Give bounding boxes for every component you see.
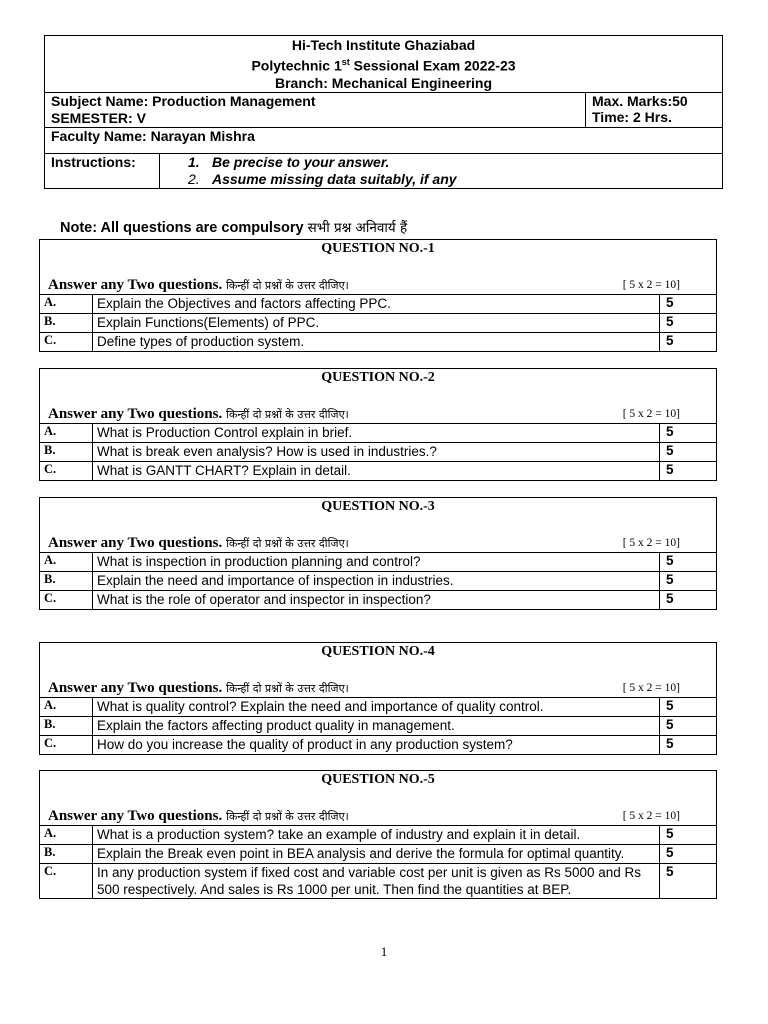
- item-mark: 5: [660, 553, 717, 572]
- max-marks: Max. Marks:50: [592, 92, 688, 109]
- item-mark: 5: [660, 717, 717, 736]
- item-mark: 5: [660, 864, 717, 899]
- question-box-5: [39, 770, 717, 899]
- item-text: Define types of production system.: [93, 333, 660, 352]
- instruction-item: 2. Assume missing data suitably, if any: [188, 170, 457, 187]
- item-text: Explain the need and importance of inspection in industries.: [93, 572, 660, 591]
- question-box-3: [39, 497, 717, 610]
- item-label: C.: [40, 462, 93, 481]
- item-mark: 5: [660, 333, 717, 352]
- answer-instruction: Answer any Two questions. किन्हीं दो प्रश्नों के उत्तर दीजिए। [ 5 x 2 = 10]: [40, 807, 717, 826]
- question-box-1: [39, 239, 717, 352]
- semester: SEMESTER: V: [51, 109, 146, 126]
- item-label: B.: [40, 717, 93, 736]
- answer-instruction: Answer any Two questions. किन्हीं दो प्रश्नों के उत्तर दीजिए। [ 5 x 2 = 10]: [40, 276, 717, 295]
- item-mark: 5: [660, 698, 717, 717]
- item-text: How do you increase the quality of product in any production system?: [93, 736, 660, 755]
- subject-cell: [45, 92, 586, 127]
- question-box-4: [39, 642, 717, 755]
- item-mark: 5: [660, 572, 717, 591]
- item-text: What is quality control? Explain the need and importance of quality control.: [93, 698, 660, 717]
- item-mark: 5: [660, 845, 717, 864]
- item-text: What is a production system? take an example of industry and explain it in detail.: [93, 826, 660, 845]
- question-title: QUESTION NO.-1: [40, 240, 717, 277]
- item-label: B.: [40, 845, 93, 864]
- marks-scheme: [ 5 x 2 = 10]: [622, 809, 680, 822]
- branch-name: Branch: Mechanical Engineering: [274, 74, 493, 91]
- item-text: What is GANTT CHART? Explain in detail.: [93, 462, 660, 481]
- instructions-list: [160, 153, 723, 188]
- item-mark: 5: [660, 462, 717, 481]
- item-mark: 5: [660, 314, 717, 333]
- marks-scheme: [ 5 x 2 = 10]: [622, 407, 680, 420]
- question-title: QUESTION NO.-4: [40, 643, 717, 680]
- subject-name: Subject Name: Production Management: [51, 92, 316, 109]
- faculty-cell: [45, 127, 723, 153]
- question-title: QUESTION NO.-5: [40, 771, 717, 808]
- item-mark: 5: [660, 591, 717, 610]
- item-label: A.: [40, 295, 93, 314]
- question-title: QUESTION NO.-3: [40, 498, 717, 535]
- item-text: What is inspection in production planning and control?: [93, 553, 660, 572]
- item-mark: 5: [660, 736, 717, 755]
- item-text: Explain Functions(Elements) of PPC.: [93, 314, 660, 333]
- item-label: B.: [40, 314, 93, 333]
- item-label: A.: [40, 826, 93, 845]
- instruction-item: 1. Be precise to your answer.: [188, 153, 390, 170]
- instructions-label: Instructions:: [45, 153, 160, 188]
- item-text: Explain the Break even point in BEA analysis and derive the formula for optimal quantity.: [93, 845, 660, 864]
- item-label: C.: [40, 736, 93, 755]
- item-mark: 5: [660, 295, 717, 314]
- item-text: Explain the factors affecting product quality in management.: [93, 717, 660, 736]
- item-label: B.: [40, 572, 93, 591]
- faculty-name: Faculty Name: Narayan Mishra: [51, 127, 255, 144]
- marks-cell: [586, 92, 723, 127]
- answer-instruction: Answer any Two questions. किन्हीं दो प्रश्नों के उत्तर दीजिए। [ 5 x 2 = 10]: [40, 534, 717, 553]
- item-label: A.: [40, 424, 93, 443]
- marks-scheme: [ 5 x 2 = 10]: [622, 278, 680, 291]
- exam-title: Polytechnic 1st Sessional Exam 2022-23: [251, 57, 516, 74]
- item-label: A.: [40, 698, 93, 717]
- marks-scheme: [ 5 x 2 = 10]: [622, 681, 680, 694]
- question-title: QUESTION NO.-2: [40, 369, 717, 406]
- page-number: 1: [380, 944, 388, 959]
- exam-header: [44, 35, 723, 189]
- time-allowed: Time: 2 Hrs.: [592, 108, 672, 125]
- marks-scheme: [ 5 x 2 = 10]: [622, 536, 680, 549]
- institute-name: Hi-Tech Institute Ghaziabad: [291, 37, 476, 53]
- header-title-cell: [45, 36, 723, 93]
- item-text: In any production system if fixed cost and variable cost per unit is given as Rs 5000 and Rs 500 respectively. And sales is Rs 1000 per unit. Then find the quantities at BEP.: [93, 864, 660, 899]
- item-mark: 5: [660, 826, 717, 845]
- compulsory-note: Note: All questions are compulsory सभी प्रश्न अनिवार्य हैं: [60, 220, 408, 236]
- answer-instruction: Answer any Two questions. किन्हीं दो प्रश्नों के उत्तर दीजिए। [ 5 x 2 = 10]: [40, 679, 717, 698]
- item-label: C.: [40, 333, 93, 352]
- item-text: What is Production Control explain in brief.: [93, 424, 660, 443]
- question-box-2: [39, 368, 717, 481]
- answer-instruction: Answer any Two questions. किन्हीं दो प्रश्नों के उत्तर दीजिए। [ 5 x 2 = 10]: [40, 405, 717, 424]
- item-mark: 5: [660, 424, 717, 443]
- item-label: A.: [40, 553, 93, 572]
- item-label: C.: [40, 864, 93, 899]
- item-text: What is break even analysis? How is used in industries.?: [93, 443, 660, 462]
- item-mark: 5: [660, 443, 717, 462]
- item-text: What is the role of operator and inspector in inspection?: [93, 591, 660, 610]
- item-label: B.: [40, 443, 93, 462]
- item-label: C.: [40, 591, 93, 610]
- item-text: Explain the Objectives and factors affecting PPC.: [93, 295, 660, 314]
